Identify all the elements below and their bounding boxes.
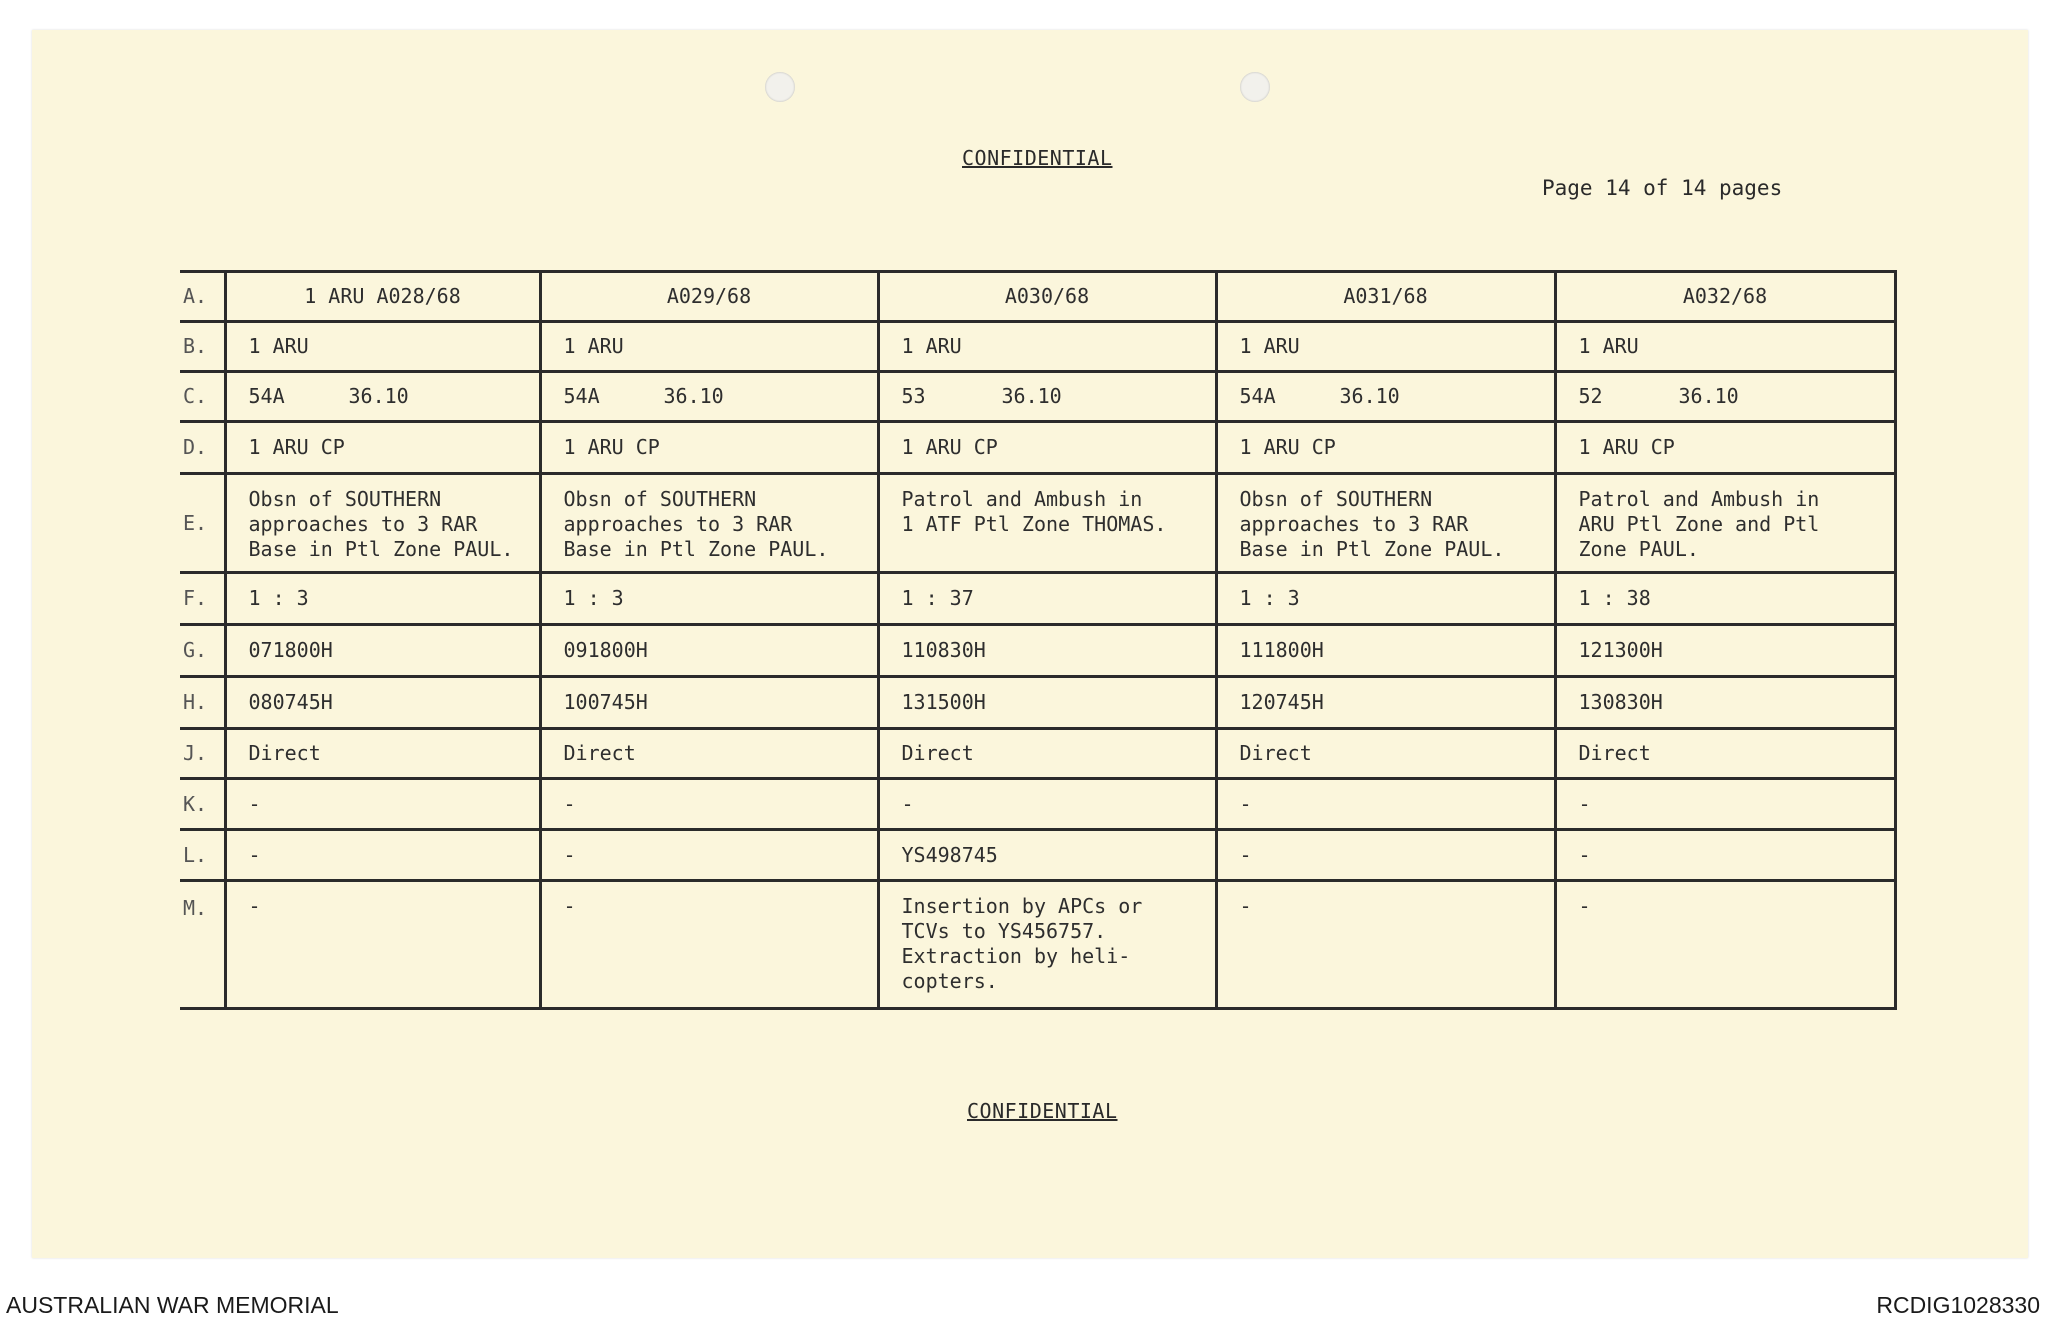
table-row-f: [180, 573, 1895, 625]
grid-ref: 36.10: [1678, 384, 1739, 408]
table-cell: Patrol and Ambush in 1 ATF Ptl Zone THOMAS.: [878, 474, 1216, 573]
table-cell: 1 ARU CP: [1216, 422, 1555, 474]
table-cell: Insertion by APCs or TCVs to YS456757. Extraction by heli- copters.: [878, 881, 1216, 1009]
map-sheet: 54A: [563, 384, 600, 408]
punch-hole: [765, 72, 795, 102]
table-cell: 1 : 3: [1216, 573, 1555, 625]
table-cell: [1555, 372, 1895, 422]
table-row-e: [180, 474, 1895, 573]
institution-name: AUSTRALIAN WAR MEMORIAL: [6, 1292, 339, 1318]
table-cell: 1 ARU CP: [1555, 422, 1895, 474]
row-label: E.: [180, 474, 225, 573]
grid-ref: 36.10: [1339, 384, 1400, 408]
table-row-g: [180, 625, 1895, 677]
table-cell: 1 ARU CP: [540, 422, 878, 474]
table-cell: 1 : 37: [878, 573, 1216, 625]
row-label: D.: [180, 422, 225, 474]
table-cell: -: [1555, 881, 1895, 1009]
row-label: L.: [180, 830, 225, 881]
table-row-j: [180, 729, 1895, 779]
table-cell: 1 ARU: [878, 322, 1216, 372]
row-label: G.: [180, 625, 225, 677]
table-cell: -: [1216, 830, 1555, 881]
table-cell: -: [1555, 779, 1895, 830]
table-cell: 110830H: [878, 625, 1216, 677]
table-cell: -: [540, 830, 878, 881]
classification-footer: CONFIDENTIAL: [967, 1099, 1118, 1123]
table-cell: 111800H: [1216, 625, 1555, 677]
table-row-h: [180, 677, 1895, 729]
table-cell: 1 ARU: [225, 322, 540, 372]
table-cell: -: [1216, 779, 1555, 830]
table-cell: [1216, 372, 1555, 422]
table-cell: Direct: [1216, 729, 1555, 779]
table-cell: [878, 372, 1216, 422]
table-cell: [225, 372, 540, 422]
grid-ref: 36.10: [1001, 384, 1062, 408]
table-cell: 080745H: [225, 677, 540, 729]
table-cell: -: [540, 779, 878, 830]
table-cell: 071800H: [225, 625, 540, 677]
table-cell: Direct: [878, 729, 1216, 779]
table-cell: A032/68: [1555, 272, 1895, 322]
table-cell: 1 : 3: [225, 573, 540, 625]
table-row-b: [180, 322, 1895, 372]
table-cell: A031/68: [1216, 272, 1555, 322]
table-row-d: [180, 422, 1895, 474]
table-cell: 091800H: [540, 625, 878, 677]
table-cell: 1 : 3: [540, 573, 878, 625]
item-id: RCDIG1028330: [1876, 1292, 2040, 1318]
table-row-k: [180, 779, 1895, 830]
table-cell: Obsn of SOUTHERN approaches to 3 RAR Base in Ptl Zone PAUL.: [225, 474, 540, 573]
row-label: B.: [180, 322, 225, 372]
row-label: J.: [180, 729, 225, 779]
table-row-c: [180, 372, 1895, 422]
table-cell: 1 ARU: [540, 322, 878, 372]
row-label: M.: [180, 881, 225, 1009]
row-label: H.: [180, 677, 225, 729]
table-cell: 1 ARU CP: [225, 422, 540, 474]
grid-ref: 36.10: [663, 384, 724, 408]
table-row-a: [180, 272, 1895, 322]
page-number: Page 14 of 14 pages: [1542, 176, 1783, 200]
table-cell: 120745H: [1216, 677, 1555, 729]
archive-footer: [0, 1290, 2048, 1325]
table-cell: -: [225, 881, 540, 1009]
map-sheet: 54A: [1239, 384, 1276, 408]
table-cell: Patrol and Ambush in ARU Ptl Zone and Ptl Zone PAUL.: [1555, 474, 1895, 573]
table-cell: Direct: [1555, 729, 1895, 779]
table-cell: 130830H: [1555, 677, 1895, 729]
classification-header: CONFIDENTIAL: [962, 146, 1113, 170]
table-cell: -: [878, 779, 1216, 830]
table-cell: -: [1555, 830, 1895, 881]
table-cell: -: [225, 830, 540, 881]
table-cell: -: [1216, 881, 1555, 1009]
table-cell: 1 ARU: [1555, 322, 1895, 372]
table-cell: A029/68: [540, 272, 878, 322]
table-cell: Obsn of SOUTHERN approaches to 3 RAR Base in Ptl Zone PAUL.: [1216, 474, 1555, 573]
table-cell: 1 : 38: [1555, 573, 1895, 625]
row-label: A.: [180, 272, 225, 322]
map-sheet: 52: [1578, 384, 1603, 408]
map-sheet: 53: [901, 384, 926, 408]
map-sheet: 54A: [248, 384, 285, 408]
table-cell: 1 ARU A028/68: [225, 272, 540, 322]
table-cell: Direct: [540, 729, 878, 779]
table-cell: -: [225, 779, 540, 830]
row-label: F.: [180, 573, 225, 625]
table-row-m: [180, 881, 1895, 1009]
grid-ref: 36.10: [348, 384, 409, 408]
table-cell: 131500H: [878, 677, 1216, 729]
table-cell: 1 ARU: [1216, 322, 1555, 372]
table-cell: Direct: [225, 729, 540, 779]
row-label: K.: [180, 779, 225, 830]
punch-hole: [1240, 72, 1270, 102]
table-cell: A030/68: [878, 272, 1216, 322]
table-cell: YS498745: [878, 830, 1216, 881]
row-label: C.: [180, 372, 225, 422]
table-cell: [540, 372, 878, 422]
table-cell: 1 ARU CP: [878, 422, 1216, 474]
table-cell: -: [540, 881, 878, 1009]
data-table: [180, 270, 1897, 1010]
table-cell: 121300H: [1555, 625, 1895, 677]
table-row-l: [180, 830, 1895, 881]
table-cell: 100745H: [540, 677, 878, 729]
table-cell: Obsn of SOUTHERN approaches to 3 RAR Base in Ptl Zone PAUL.: [540, 474, 878, 573]
